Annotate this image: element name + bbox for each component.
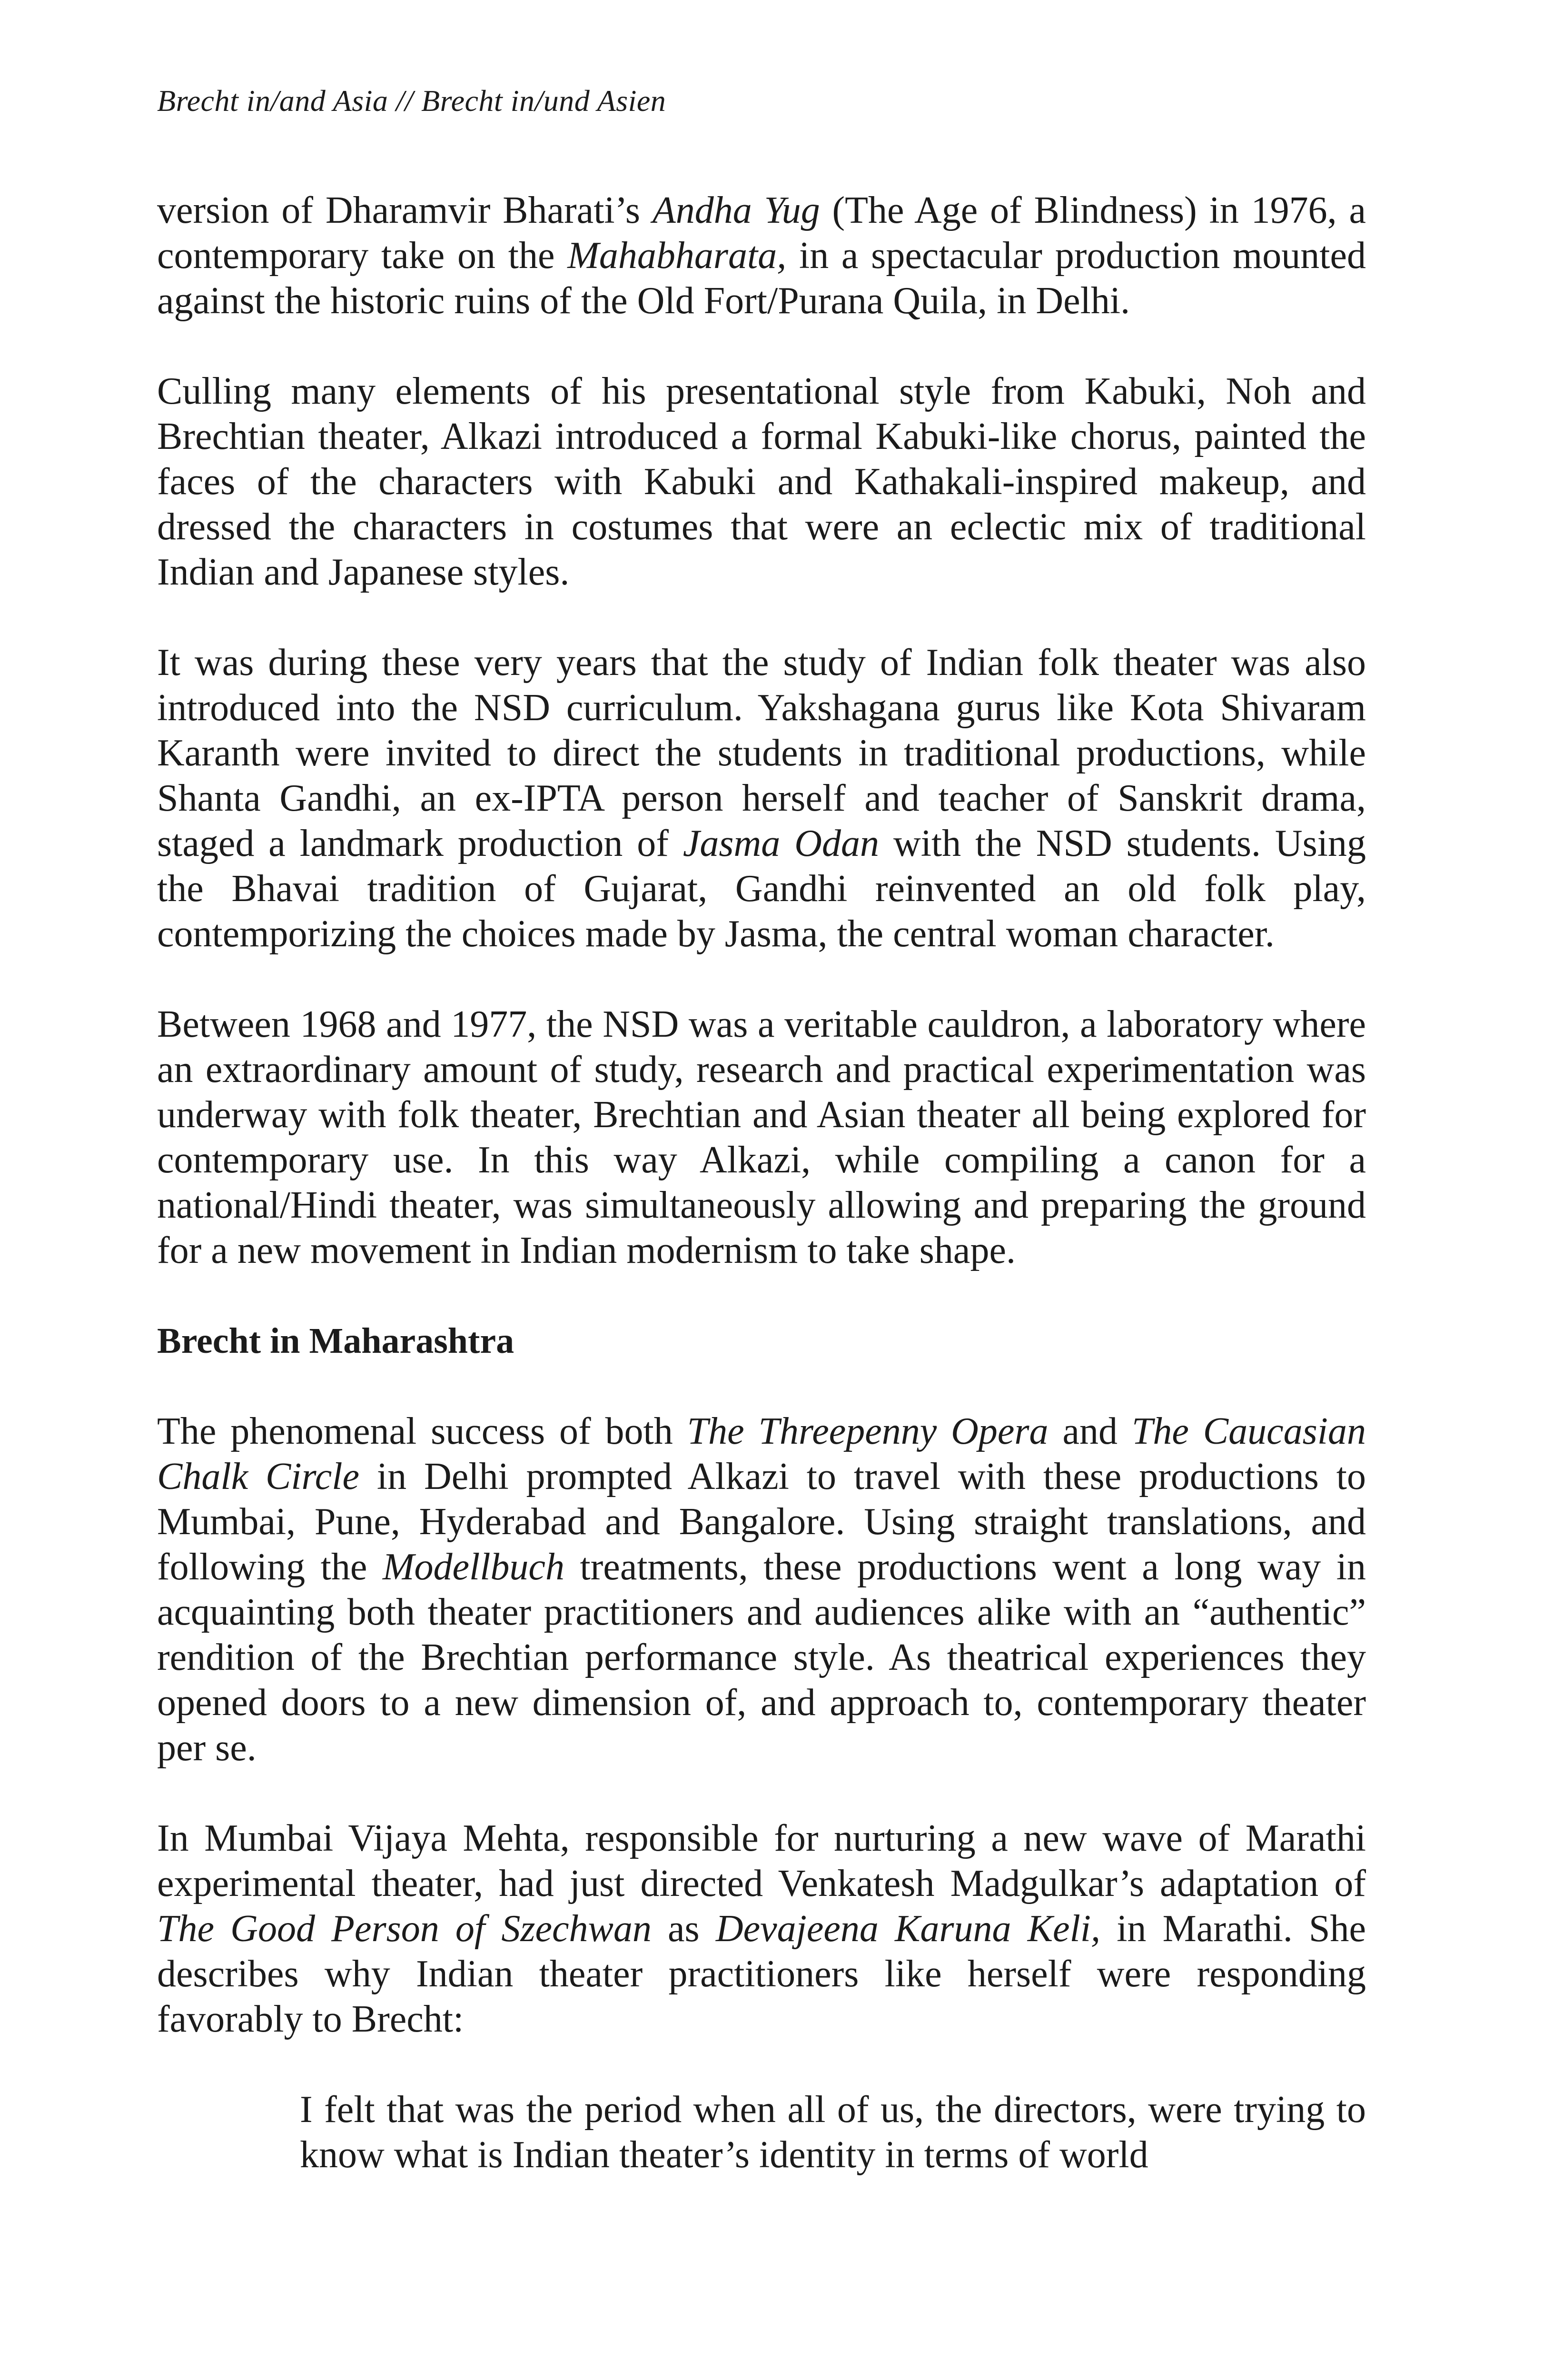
text-run: in Delhi prompted Alkazi to travel with these productions to Mumbai, Pune, Hyderabad and Bangalore. Using straight translations, and following the [157,1456,1366,1588]
block-quote: I felt that was the period when all of us, the directors, were trying to know what is Indian theater’s identity in terms of world [300,2089,1366,2176]
text-run: It was during these very years that the study of Indian folk theater was also introduced into the NSD curriculum. Yakshagana gurus like Kota Shivaram Karanth were invited to direct the students in traditional productions, while Shanta Gandhi, an ex-IPTA person herself and teacher of Sanskrit drama, staged a landmark production of [157,642,1366,864]
text-run: Between 1968 and 1977, the NSD was a veritable cauldron, a laboratory where an extraordinary amount of study, research and practical experimentation was underway with folk theater, Brechtian and Asian theater all being explored for contemporary use. In this way Alkazi, while compiling a canon for a national/Hindi theater, was simultaneously allowing and preparing the ground for a new movement in Indian modernism to take shape. [157,1003,1366,1271]
text-run: The phenomenal success of both [157,1410,687,1452]
text-run: (The Age of Blindness) in 1976, a contemporary take on the [157,189,1366,277]
italic-title: Mahabharata, [567,235,787,277]
paragraph-kabuki-style [157,369,1366,595]
paragraph-vijaya-mehta [157,1816,1366,2042]
italic-title: Andha Yug [652,189,820,231]
italic-title: The Threepenny Opera [687,1410,1049,1452]
italic-title: Devajeena Karuna Keli, [715,1908,1101,1950]
italic-title: Jasma Odan [683,823,880,864]
running-head: Brecht in/and Asia // Brecht in/und Asien [157,84,666,118]
text-run: with the NSD students. Using the Bhavai tradition of Gujarat, Gandhi reinvented an old folk play, contemporizing the choices made by Jasma, the central woman character. [157,823,1366,955]
paragraph-group-before [157,188,1366,1273]
paragraph-andha-yug [157,188,1366,324]
text-run: in Marathi. She describes why Indian theater practitioners like herself were responding favorably to Brecht: [157,1908,1366,2040]
paragraph-folk-theater [157,640,1366,957]
italic-title: The Good Person of Szechwan [157,1908,652,1950]
paragraph-success [157,1409,1366,1771]
text-run: In Mumbai Vijaya Mehta, responsible for nurturing a new wave of Marathi experimental theater, had just directed Venkatesh Madgulkar’s adaptation of [157,1817,1366,1904]
section-heading: Brecht in Maharashtra [157,1321,514,1361]
italic-title: Modellbuch [382,1546,564,1588]
text-run: and [1048,1410,1132,1452]
italic-title: The Caucasian Chalk Circle [157,1410,1366,1497]
text-run: Culling many elements of his presentational style from Kabuki, Noh and Brechtian theater, Alkazi introduced a formal Kabuki-like chorus, painted the faces of the characters with Kabuki and Kathakali-inspired makeup, and dressed the characters in costumes that were an eclectic mix of traditional Indian and Japanese styles. [157,370,1366,593]
text-run: treatments, these productions went a long way in acquainting both theater practitioners and audiences alike with an “authentic” rendition of the Brechtian performance style. As theatrical experiences they opened doors to a new dimension of, and approach to, contemporary theater per se. [157,1546,1366,1769]
paragraph-nsd-cauldron [157,1002,1366,1273]
text-run: as [651,1908,716,1950]
body-text [157,188,1366,2178]
text-run: version of Dharamvir Bharati’s [157,189,653,231]
paragraph-group-after [157,1409,1366,2042]
text-run: in a spectacular production mounted against the historic ruins of the Old Fort/Purana Quila, in Delhi. [157,235,1366,322]
